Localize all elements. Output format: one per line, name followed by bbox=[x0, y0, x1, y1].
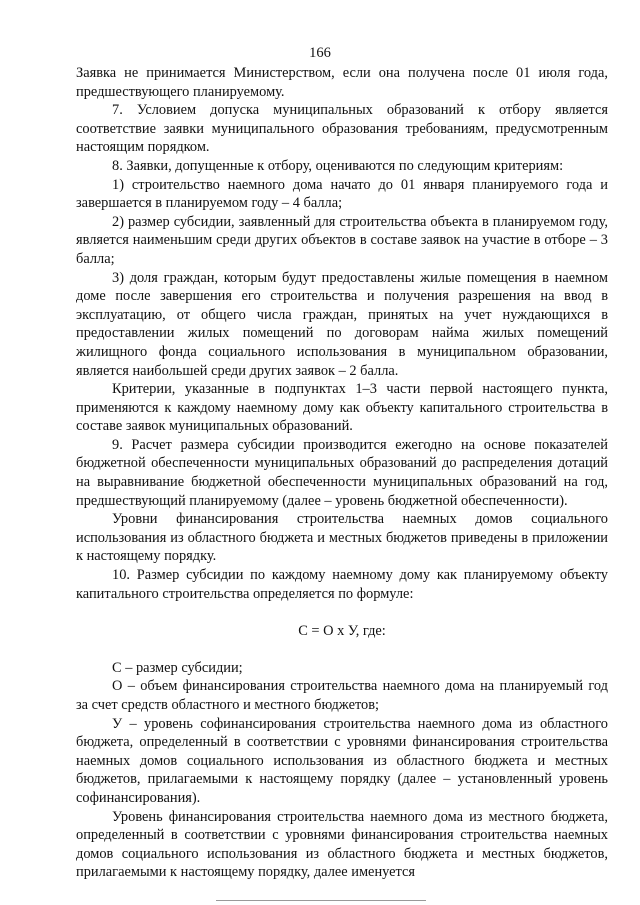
paragraph: Уровень финансирования строительства наемного дома из местного бюджета, определенный в соответствии с уровнями финансирования строительства наемных домов социального использования из областного бюджета и местных бюджетов, прилагаемыми к настоящему порядку, далее именуется bbox=[76, 808, 608, 881]
paragraph: 1) строительство наемного дома начато до 01 января планируемого года и завершается в планируемом году – 4 балла; bbox=[76, 176, 608, 212]
paragraph: С – размер субсидии; bbox=[112, 659, 243, 676]
paragraph: 10. Размер субсидии по каждому наемному дому как планируемому объекту капитального строительства определяется по формуле: bbox=[76, 567, 608, 602]
paragraph: 3) доля граждан, которым будут предоставлены жилые помещения в наемном доме после завершения его строительства и получения разрешения на ввод в эксплуатацию, от общего числа граждан, принятых на учет нуждающихся в предоставлении жилых помещений по договорам найма жилых помещений жилищного фонда социального использования в муниципальном образовании, является наибольшей среди других заявок – 2 балла. bbox=[76, 269, 608, 379]
paragraph: О – объем финансирования строительства наемного дома на планируемый год за счет средств областного и местного бюджетов; bbox=[76, 678, 608, 713]
paragraph: Уровни финансирования строительства наемных домов социального использования из областного бюджета и местных бюджетов приведены в приложении к настоящему порядку. bbox=[76, 511, 608, 565]
paragraph: 9. Расчет размера субсидии производится ежегодно на основе показателей бюджетной обеспеченности муниципальных образований до распределения дотаций на выравнивание бюджетной обеспеченности муниципальных образований на год, предшествующий планируемому (далее – уровень бюджетной обеспеченности). bbox=[76, 436, 608, 509]
formula: С = О х У, где: bbox=[298, 623, 386, 640]
scan-edge-line bbox=[216, 900, 426, 901]
paragraph: 8. Заявки, допущенные к отбору, оцениваются по следующим критериям: bbox=[112, 157, 564, 174]
paragraph: Заявка не принимается Министерством, если она получена после 01 июля года, предшествующего планируемому. bbox=[76, 65, 608, 100]
paragraph: 2) размер субсидии, заявленный для строительства объекта в планируемом году, является наименьшим среди других объектов в составе заявок на участие в отборе – 3 балла; bbox=[76, 213, 608, 267]
paragraph: У – уровень софинансирования строительства наемного дома из областного бюджета, определенный в соответствии с уровнями финансирования строительства наемных домов социального использования из областного бюджета и местных бюджетов, прилагаемыми к настоящему порядку (далее – установленный уровень софинансирования). bbox=[76, 715, 608, 806]
document-body bbox=[76, 64, 608, 882]
page-number: 166 bbox=[309, 45, 331, 61]
paragraph: Критерии, указанные в подпунктах 1–3 части первой настоящего пункта, применяются к каждому наемному дому как объекту капитального строительства в составе заявок муниципальных образований. bbox=[76, 381, 608, 435]
paragraph: 7. Условием допуска муниципальных образований к отбору является соответствие заявки муниципального образования требованиям, предусмотренным настоящим порядком. bbox=[76, 102, 608, 156]
